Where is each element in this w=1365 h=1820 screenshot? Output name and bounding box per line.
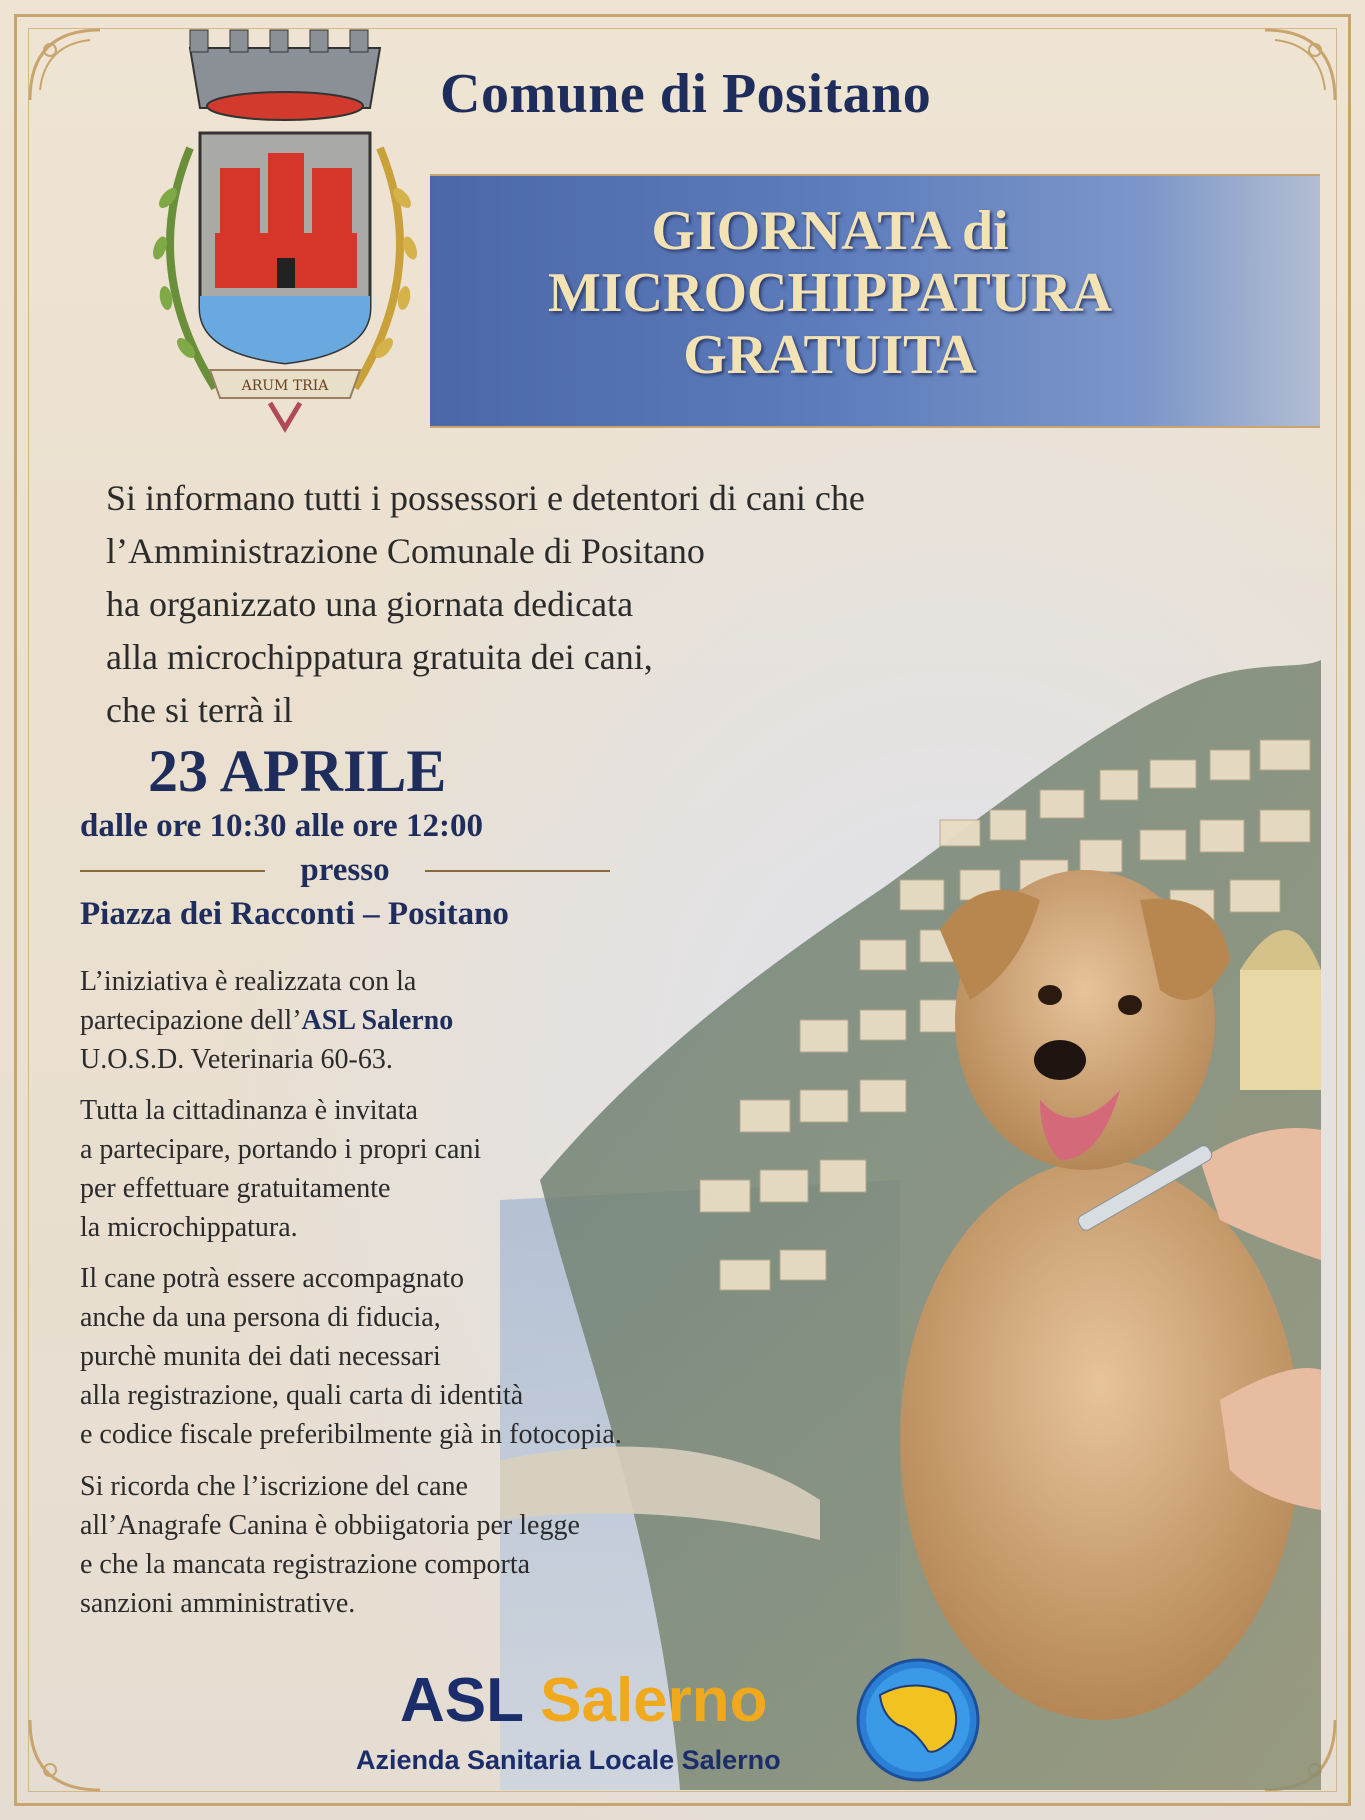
para-line: U.O.S.D. Veterinaria 60-63. xyxy=(80,1044,393,1075)
paragraph-invitation xyxy=(80,1091,780,1247)
para-line: sanzioni amministrative. xyxy=(80,1588,356,1619)
para-line: Il cane potrà essere accompagnato xyxy=(80,1263,465,1294)
presso-label: presso xyxy=(300,852,390,888)
asl-globe-icon xyxy=(852,1655,984,1785)
intro-line: che si terrà il xyxy=(106,690,293,730)
corner-ornament-icon xyxy=(20,20,110,110)
event-date: 23 APRILE xyxy=(148,738,447,804)
para-line: alla registrazione, quali carta di identità xyxy=(80,1380,524,1411)
para-line: e codice fiscale preferibilmente già in fotocopia. xyxy=(80,1419,622,1450)
corner-ornament-icon xyxy=(1255,20,1345,110)
presso-divider xyxy=(80,852,610,892)
asl-subtitle: Azienda Sanitaria Locale Salerno xyxy=(356,1745,781,1775)
asl-salerno: Salerno xyxy=(540,1666,768,1735)
paragraph-obligation xyxy=(80,1467,780,1623)
event-time: dalle ore 10:30 alle ore 12:00 xyxy=(80,808,483,844)
para-line: anche da una persona di fiducia, xyxy=(80,1302,441,1333)
paragraph-delegate xyxy=(80,1259,780,1454)
event-place: Piazza dei Racconti – Positano xyxy=(80,896,509,932)
para-text: partecipazione dell’ xyxy=(80,1005,302,1036)
banner-line-2: MICROCHIPPATURA xyxy=(547,262,1113,324)
para-line: purchè munita dei dati necessari xyxy=(80,1341,441,1372)
para-line: e che la mancata registrazione comporta xyxy=(80,1549,531,1580)
para-line: L’iniziativa è realizzata con la xyxy=(80,966,417,997)
crest-motto: ARUM TRIA xyxy=(241,378,329,394)
asl-logo-text xyxy=(400,1665,900,1736)
corner-ornament-icon xyxy=(20,1710,110,1800)
intro-line: ha organizzato una giornata dedicata xyxy=(106,584,634,624)
banner-line-1: GIORNATA di xyxy=(651,200,1009,262)
banner-line-3: GRATUITA xyxy=(683,324,977,386)
para-line: Si ricorda che l’iscrizione del cane xyxy=(80,1471,468,1502)
asl-footer xyxy=(340,1655,1040,1795)
para-line: per effettuare gratuitamente xyxy=(80,1173,391,1204)
intro-text xyxy=(106,472,1036,737)
para-line: la microchippatura. xyxy=(80,1212,298,1243)
intro-line: Si informano tutti i possessori e detentori di cani che xyxy=(106,478,865,518)
asl-name-bold: ASL Salerno xyxy=(301,1005,454,1036)
banner-title xyxy=(440,200,1220,386)
para-line: all’Anagrafe Canina è obbiigatoria per legge xyxy=(80,1510,580,1541)
para-line: a partecipare, portando i propri cani xyxy=(80,1134,482,1165)
divider-line-right xyxy=(425,870,610,872)
paragraph-asl xyxy=(80,962,780,1079)
intro-line: alla microchippatura gratuita dei cani, xyxy=(106,637,653,677)
page-title: Comune di Positano xyxy=(440,63,932,125)
positano-crest-icon xyxy=(120,8,450,448)
para-line: Tutta la cittadinanza è invitata xyxy=(80,1095,418,1126)
para-line xyxy=(80,1001,780,1040)
divider-line-left xyxy=(80,870,265,872)
asl-abbr: ASL xyxy=(400,1666,541,1735)
intro-line: l’Amministrazione Comunale di Positano xyxy=(106,531,705,571)
